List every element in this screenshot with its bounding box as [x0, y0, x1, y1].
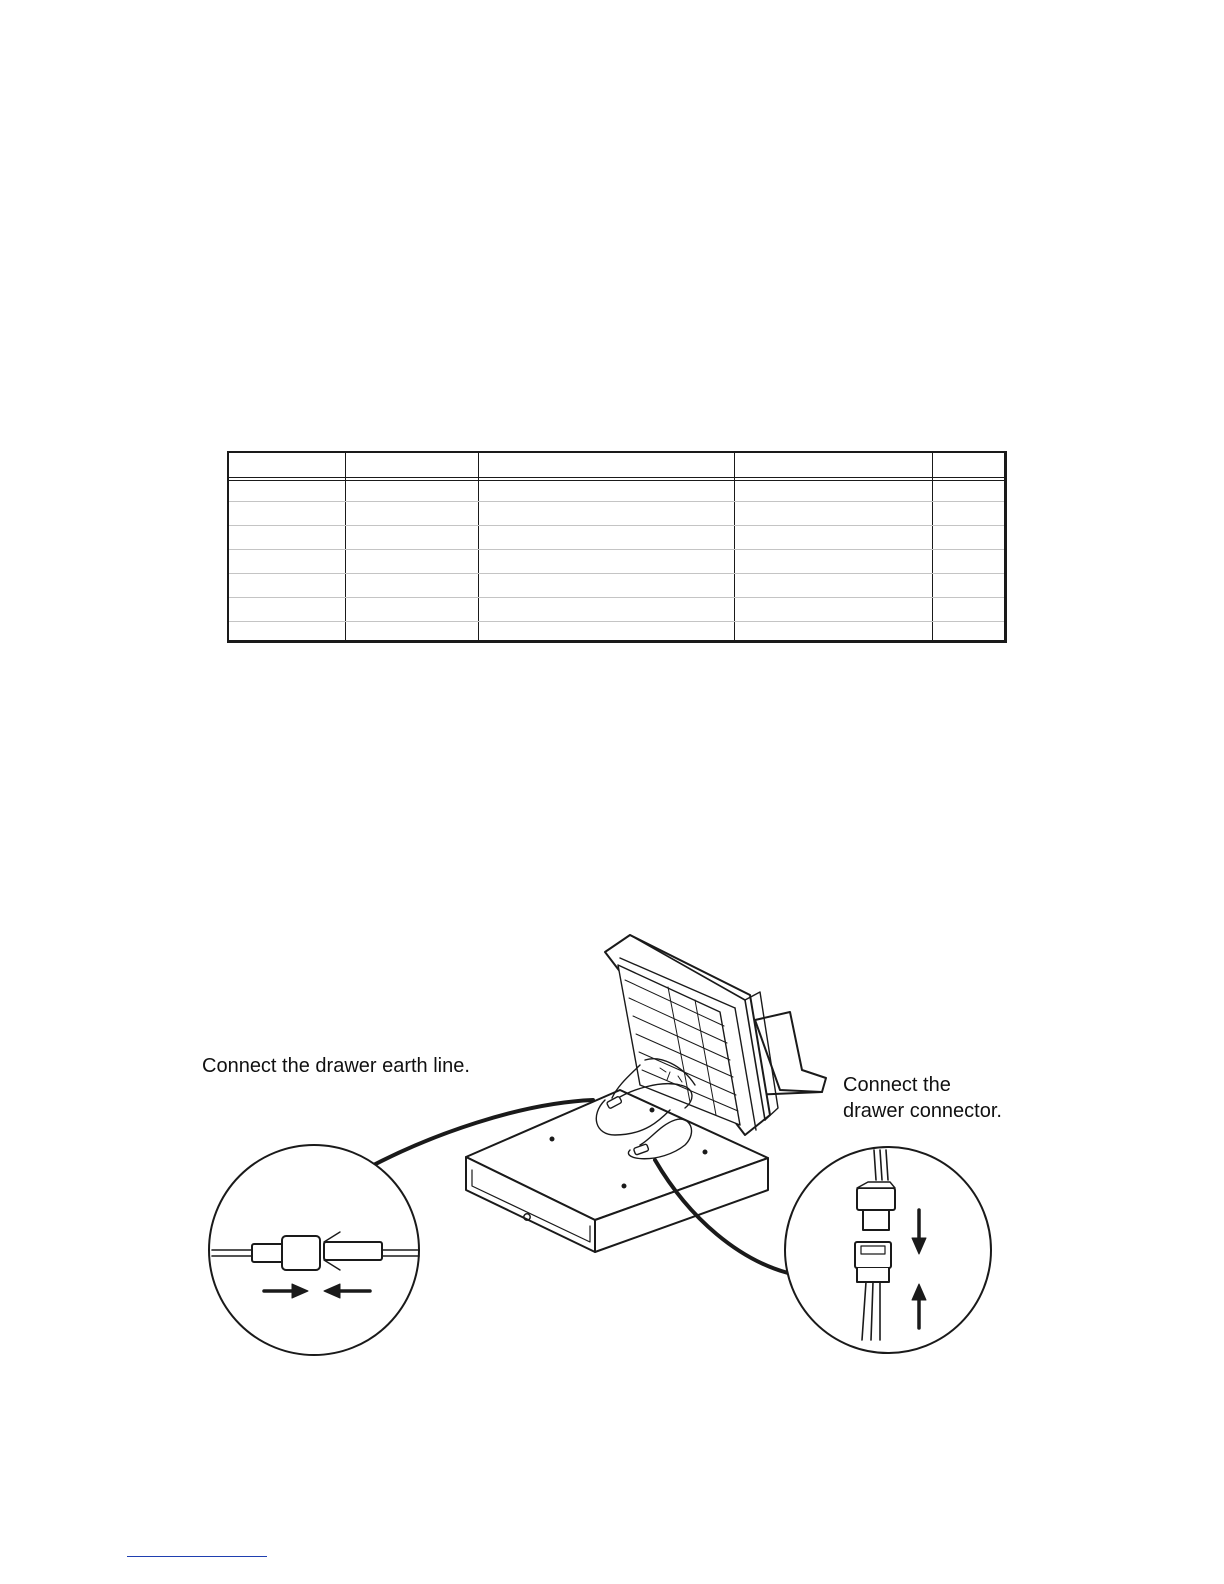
- table-row-divider: [229, 501, 1004, 502]
- table-row-divider: [229, 525, 1004, 526]
- table-column-divider: [478, 453, 479, 640]
- drawer-connection-figure: [190, 920, 1030, 1370]
- register-illustration: [190, 920, 1030, 1370]
- earth-line-callout: Connect the drawer earth line.: [202, 1055, 470, 1077]
- parts-table: [227, 451, 1007, 643]
- table-column-divider: [345, 453, 346, 640]
- drawer-connector-detail: [785, 1147, 991, 1353]
- table-column-divider: [734, 453, 735, 640]
- table-column-divider: [932, 453, 933, 640]
- table-row-divider: [229, 621, 1004, 622]
- table-row-divider: [229, 597, 1004, 598]
- table-row-divider: [229, 573, 1004, 574]
- drawer-connector-callout: Connect the drawer connector.: [843, 1074, 1002, 1122]
- table-header-divider: [229, 477, 1004, 481]
- table-row-divider: [229, 549, 1004, 550]
- earth-line-detail: [209, 1145, 419, 1355]
- footer-link[interactable]: [127, 1556, 267, 1557]
